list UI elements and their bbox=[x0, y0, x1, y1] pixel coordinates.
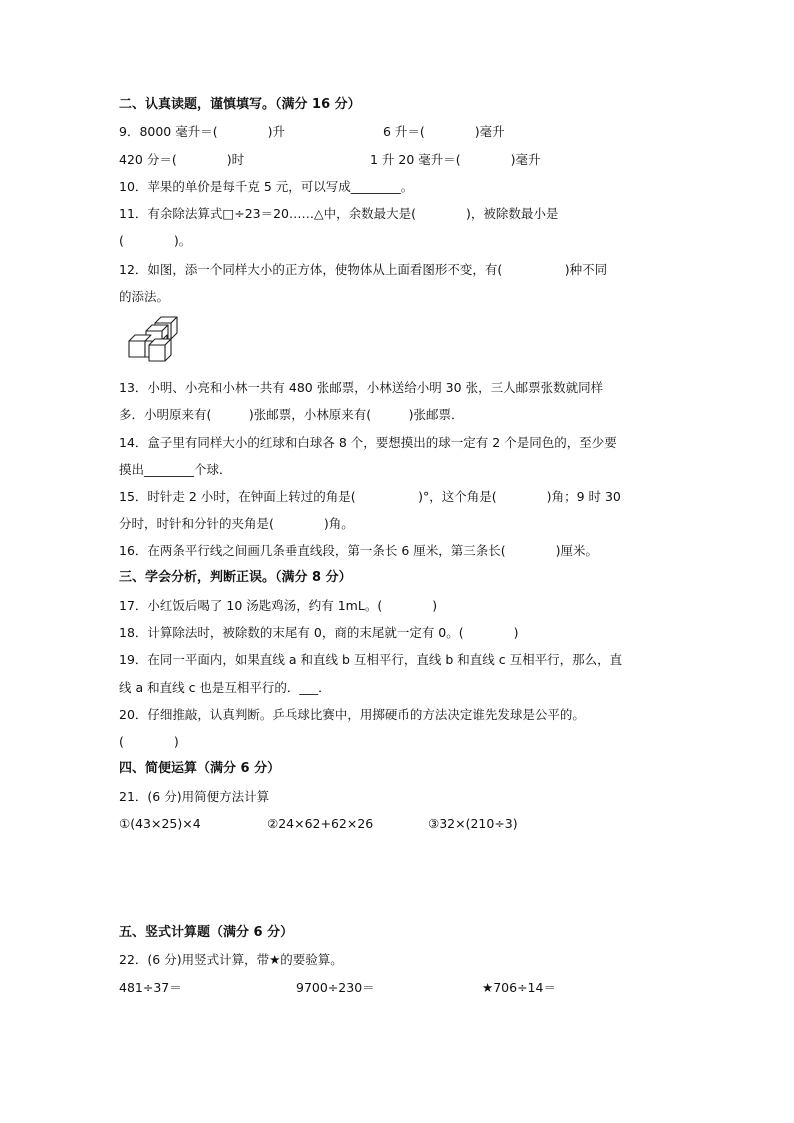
q15-line-1: 15．时针走 2 小时，在钟面上转过的角是( )°，这个角是( )角；9 时 30 bbox=[119, 489, 621, 504]
q14-line-2: 摸出________个球． bbox=[119, 462, 232, 477]
section-4-heading: 四、简便运算（满分 6 分） bbox=[119, 761, 281, 776]
cube-stack-icon bbox=[125, 315, 181, 363]
q11-line-1: 11．有余除法算式□÷23＝20……△中，余数最大是( )，被除数最小是 bbox=[119, 206, 559, 221]
q13-line-2: 多．小明原来有( )张邮票，小林原来有( )张邮票． bbox=[119, 407, 464, 422]
q16: 16．在两条平行线之间画几条垂直线段，第一条长 6 厘米，第三条长( )厘米。 bbox=[119, 543, 599, 558]
q9-part-a: 9．8000 毫升＝( )升 bbox=[119, 124, 285, 139]
q21-item-1: ①(43×25)×4 bbox=[119, 816, 201, 831]
q22: 22．(6 分)用竖式计算，带★的要验算。 bbox=[119, 952, 343, 967]
q12-line-2: 的添法。 bbox=[119, 289, 170, 304]
q19-line-1: 19．在同一平面内，如果直线 a 和直线 b 互相平行，直线 b 和直线 c 互相平行，那么，直 bbox=[119, 652, 623, 667]
q9-part-c: 420 分＝( )时 bbox=[119, 152, 245, 167]
q21: 21．(6 分)用简便方法计算 bbox=[119, 789, 270, 804]
q21-item-2: ②24×62+62×26 bbox=[267, 816, 374, 831]
q22-item-2: 9700÷230＝ bbox=[296, 980, 375, 995]
q11-line-2: ( )。 bbox=[119, 233, 192, 248]
section-2-heading: 二、认真读题，谨慎填写。（满分 16 分） bbox=[119, 97, 361, 112]
q15-line-2: 分时，时针和分针的夹角是( )角。 bbox=[119, 516, 354, 531]
q14-line-1: 14．盒子里有同样大小的红球和白球各 8 个，要想摸出的球一定有 2 个是同色的，至少要 bbox=[119, 435, 617, 450]
q13-line-1: 13．小明、小亮和小林一共有 480 张邮票，小林送给小明 30 张，三人邮票张数就同样 bbox=[119, 380, 604, 395]
section-3-heading: 三、学会分析，判断正误。（满分 8 分） bbox=[119, 570, 352, 585]
q12-line-1: 12．如图，添一个同样大小的正方体，使物体从上面看图形不变，有( )种不同 bbox=[119, 262, 608, 277]
q22-item-3: ★706÷14＝ bbox=[482, 980, 556, 995]
q22-item-1: 481÷37＝ bbox=[119, 980, 182, 995]
q17: 17．小红饭后喝了 10 汤匙鸡汤，约有 1mL。( ) bbox=[119, 598, 438, 613]
q20-line-1: 20．仔细推敲，认真判断。乒乓球比赛中，用掷硬币的方法决定谁先发球是公平的。 bbox=[119, 707, 585, 722]
q21-item-3: ③32×(210÷3) bbox=[428, 816, 518, 831]
q10: 10．苹果的单价是每千克 5 元，可以写成________。 bbox=[119, 179, 414, 194]
q18: 18．计算除法时，被除数的末尾有 0，商的末尾就一定有 0。( ) bbox=[119, 625, 519, 640]
q20-line-2: ( ) bbox=[119, 734, 179, 749]
q19-line-2: 线 a 和直线 c 也是互相平行的．___． bbox=[119, 680, 331, 695]
q9-part-d: 1 升 20 毫升＝( )毫升 bbox=[370, 152, 541, 167]
section-5-heading: 五、竖式计算题（满分 6 分） bbox=[119, 925, 294, 940]
q9-part-b: 6 升＝( )毫升 bbox=[383, 124, 505, 139]
